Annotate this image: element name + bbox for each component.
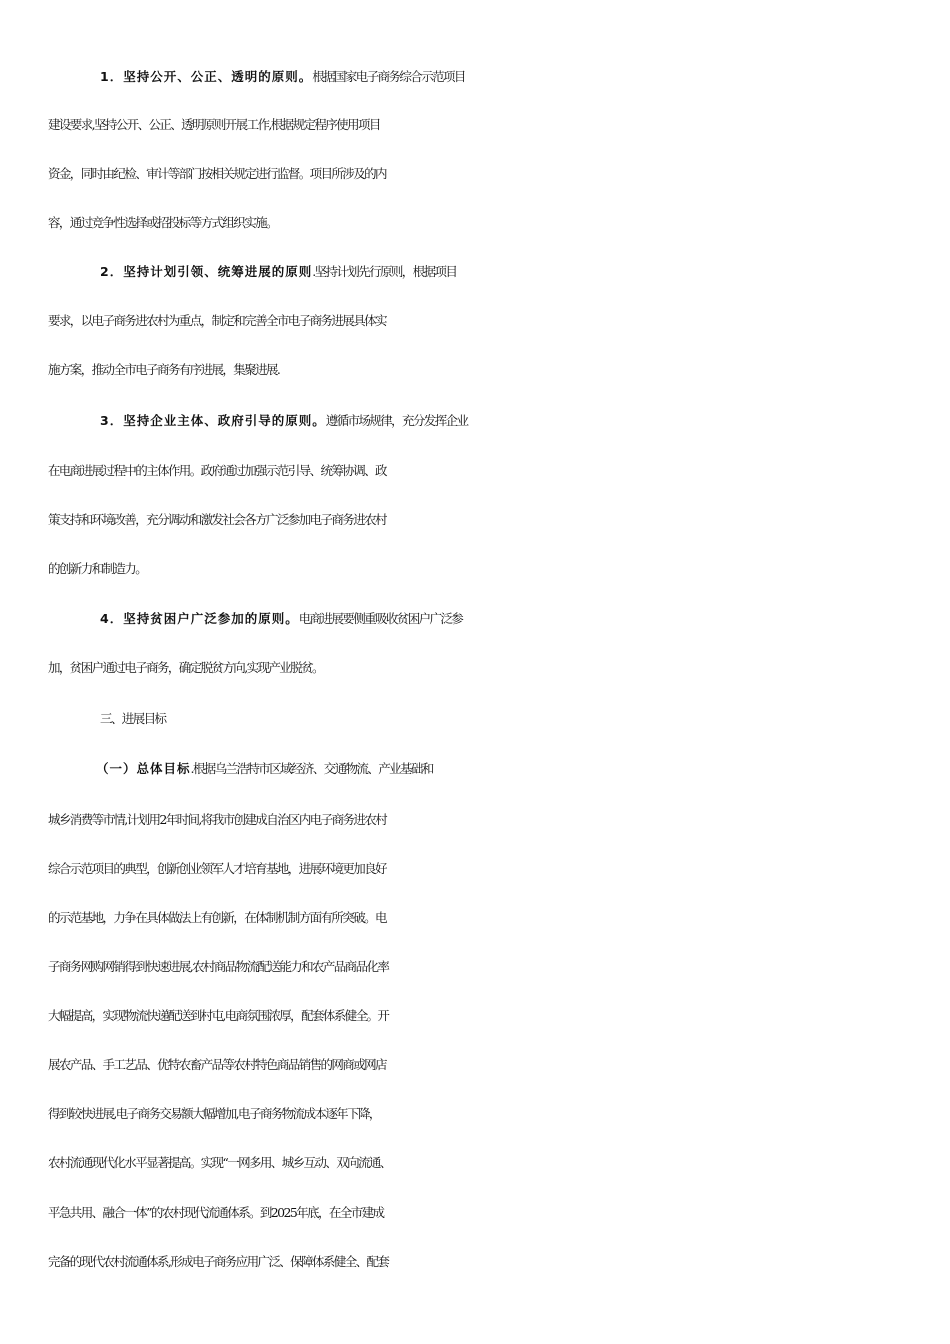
line-text: 展农产品、手工艺品、优特农畜产品等农村特色商品销售的网商或网店: [48, 1057, 386, 1072]
line-text: 平急共用、融合一体”的农村现代流通体系。到2025年底，在全市建成: [48, 1205, 384, 1220]
text-line: [0, 198, 950, 248]
line-text: 遵循市场规律，充分发挥企业: [325, 413, 468, 428]
line-text: 城乡消费等市情,计划用2年时间,将我市创建成自治区内电子商务进农村: [48, 812, 387, 827]
text-line: [0, 544, 950, 594]
line-text: 农村流通现代化水平显著提高。实现“一网多用、城乡互动、双向流通、: [48, 1155, 391, 1170]
text-line: [0, 893, 950, 943]
text-line: [0, 1188, 950, 1238]
text-line: [0, 396, 950, 446]
line-text: 的示范基地，力争在具体做法上有创新，在体制机制方面有所突破。电: [48, 910, 386, 925]
text-line: [0, 744, 950, 794]
text-line: [0, 1237, 950, 1287]
line-text: 加，贫困户通过电子商务，确定脱贫方向,实现产业脱贫。: [48, 660, 323, 675]
text-line: [0, 991, 950, 1041]
bold-heading: （一）总体目标: [96, 761, 191, 776]
section-heading: [0, 694, 950, 744]
text-line: [0, 296, 950, 346]
text-line: [0, 942, 950, 992]
line-text: 综合示范项目的典型，创新创业领军人才培育基地，进展环境更加良好: [48, 861, 386, 876]
line-text: 容，通过竞争性选择或招投标等方式组织实施。: [48, 215, 277, 230]
text-line: [0, 795, 950, 845]
text-line: [0, 643, 950, 693]
text-line: [0, 844, 950, 894]
text-line: [0, 247, 950, 297]
text-line: [0, 345, 950, 395]
line-text: 得到较快进展,电子商务交易额大幅增加,电子商务物流成本逐年下降，: [48, 1106, 380, 1121]
text-line: [0, 1089, 950, 1139]
bold-heading: 1．坚持公开、公正、透明的原则。: [100, 69, 313, 84]
text-line: [0, 1138, 950, 1188]
text-line: [0, 495, 950, 545]
line-text: 子商务网购网销得到快速进展,农村商品物流配送能力和农产品商品化率: [48, 959, 389, 974]
line-text: 电商进展要侧重吸收贫困户广泛参: [298, 611, 463, 626]
text-line: [0, 100, 950, 150]
bold-heading: 3．坚持企业主体、政府引导的原则。: [100, 413, 326, 428]
line-text: 三、进展目标: [100, 711, 166, 726]
line-text: 策支持和环境改善，充分调动和激发社会各方广泛参加电子商务进农村: [48, 512, 386, 527]
line-text: 资金，同时由纪检、审计等部门按相关规定进行监督。项目所涉及的内: [48, 166, 386, 181]
text-line: [0, 52, 950, 102]
text-line: [0, 1040, 950, 1090]
bold-heading: 2．坚持计划引领、统筹进展的原则: [100, 264, 313, 279]
line-text: 根据国家电子商务综合示范项目: [312, 69, 465, 84]
line-text: 大幅提高，实现物流快递配送到村屯,电商氛围浓厚，配套体系健全。开: [48, 1008, 389, 1023]
line-text: 要求，以电子商务进农村为重点，制定和完善全市电子商务进展具体实: [48, 313, 386, 328]
line-text: .坚持计划先行原则，根据项目: [312, 264, 457, 279]
line-text: 建设要求,坚持公开、公正、透明原则开展工作,根据规定程序使用项目: [48, 117, 380, 132]
text-line: [0, 594, 950, 644]
line-text: 的创新力和制造力。: [48, 561, 147, 576]
line-text: 在电商进展过程中的主体作用。政府通过加强示范引导、统筹协调、政: [48, 463, 386, 478]
text-line: [0, 149, 950, 199]
line-text: 施方案，推动全市电子商务有序进展，集聚进展.: [48, 362, 280, 377]
line-text: .根据乌兰浩特市区域经济、交通物流、产业基础和: [190, 761, 433, 776]
line-text: 完备的现代农村流通体系,形成电子商务应用广泛、保障体系健全、配套: [48, 1254, 389, 1269]
bold-heading: 4．坚持贫困户广泛参加的原则。: [100, 611, 299, 626]
text-line: [0, 446, 950, 496]
